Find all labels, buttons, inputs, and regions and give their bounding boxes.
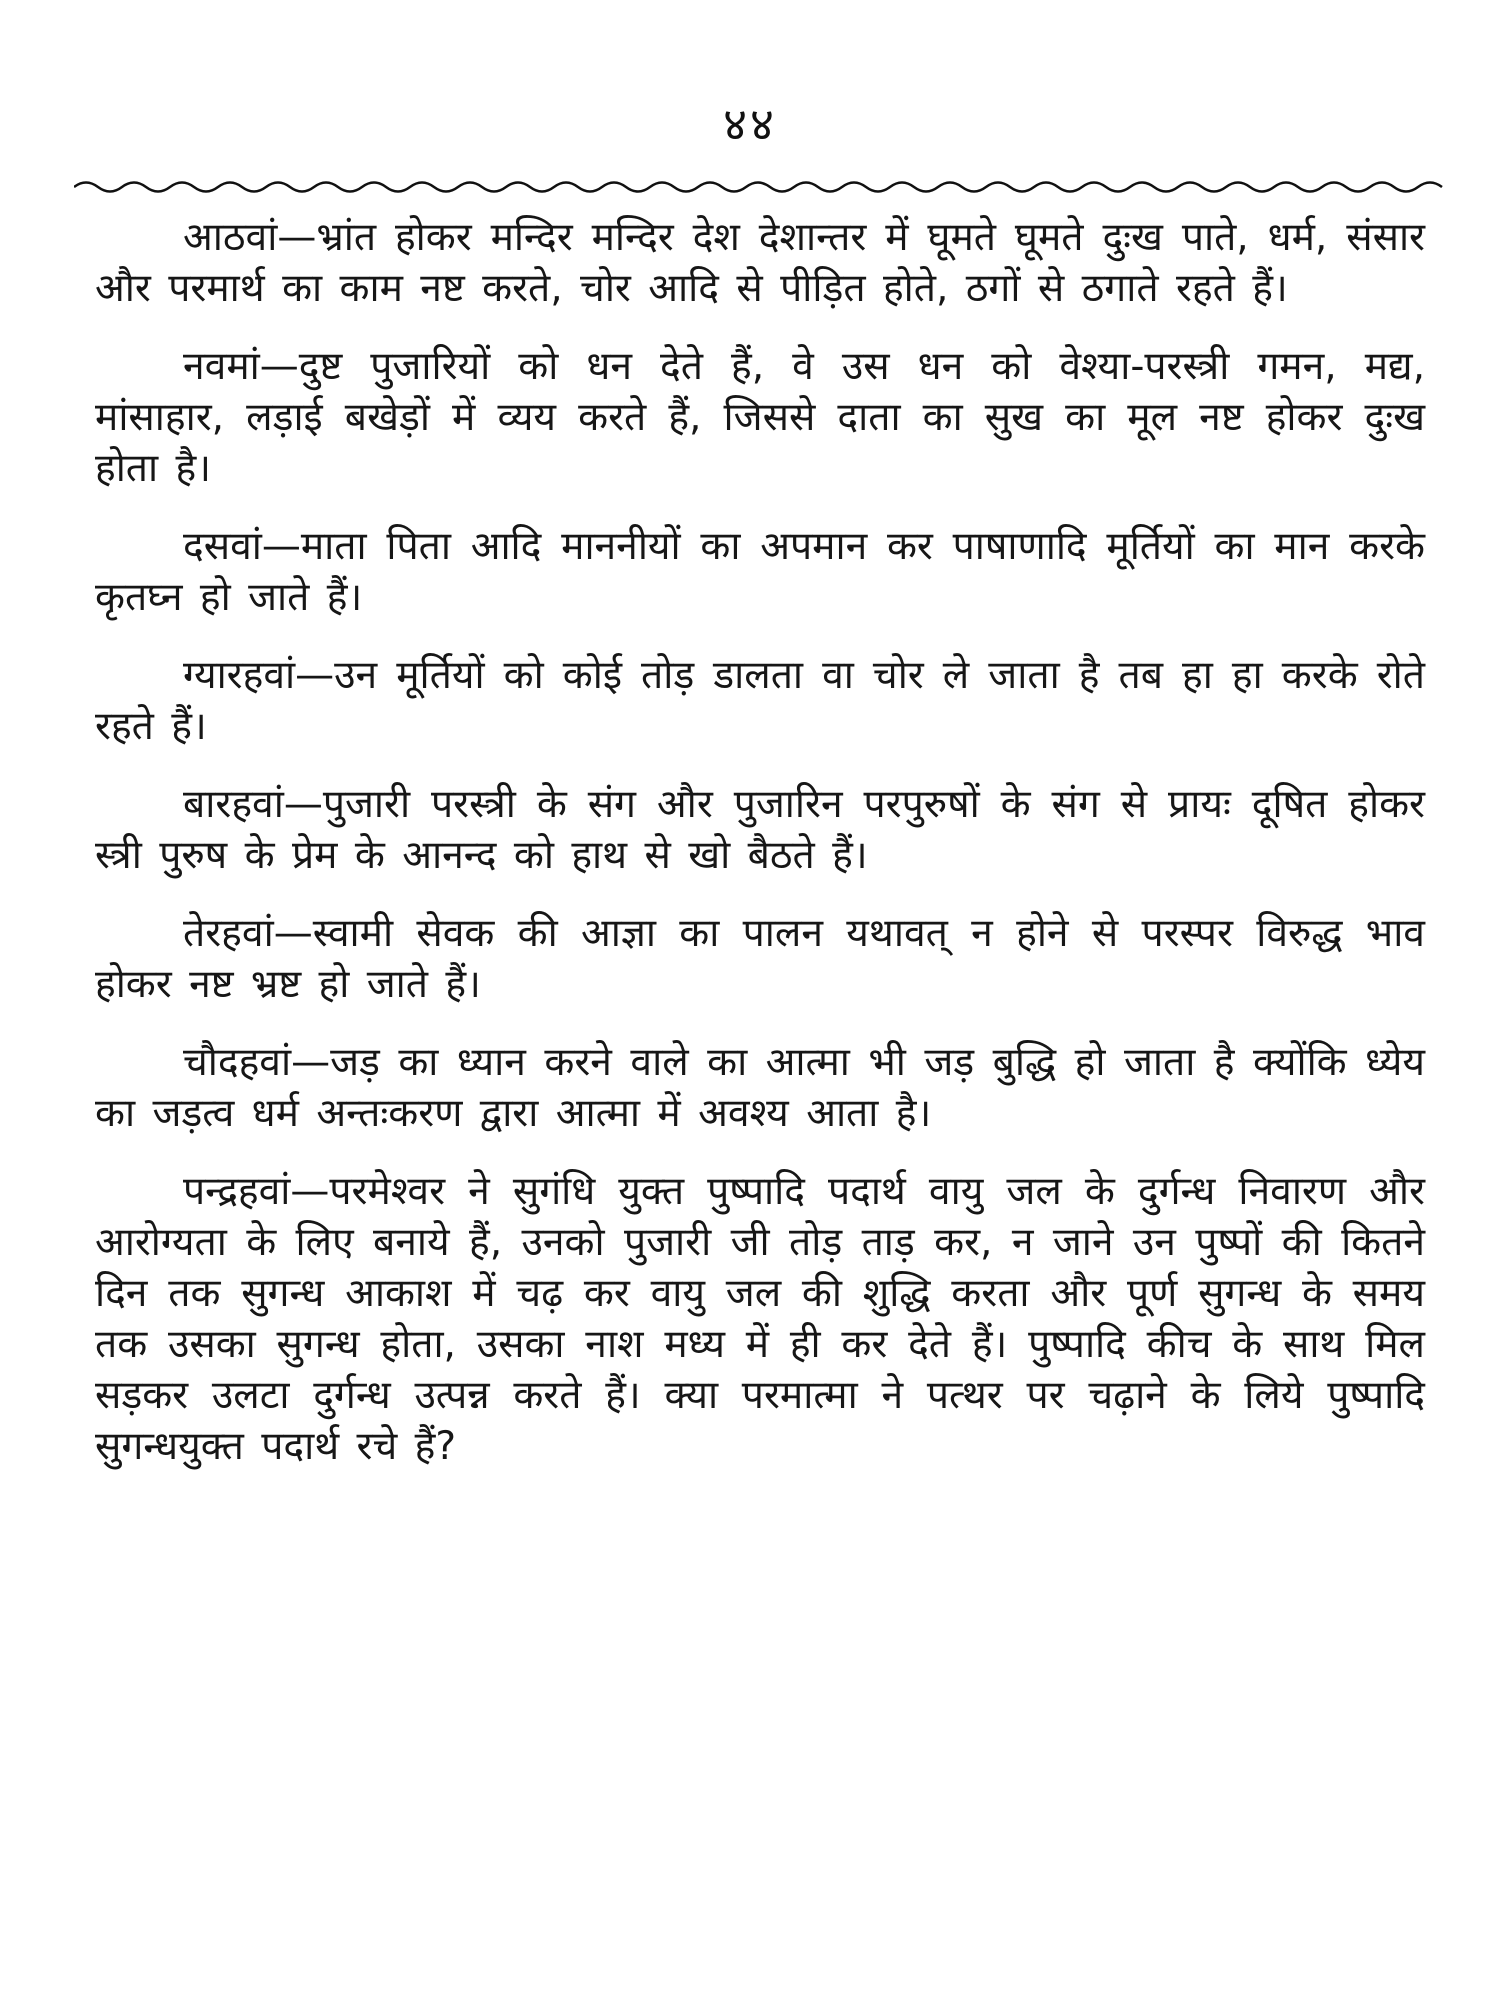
paragraph-heading: बारहवां <box>183 782 284 827</box>
paragraph-body: —माता पिता आदि माननीयों का अपमान कर पाषाणादि मूर्तियों का मान करके कृतघ्न हो जाते हैं। <box>95 524 1425 620</box>
paragraph-heading: आठवां <box>183 215 278 260</box>
paragraph-ninth <box>95 341 1425 494</box>
paragraph-body: —दुष्ट पुजारियों को धन देते हैं, वे उस धन को वेश्या-परस्त्री गमन, मद्य, मांसाहार, लड़ाई बखेड़ों में व्यय करते हैं, जिससे दाता का सुख का मूल नष्ट होकर दुःख होता है। <box>95 344 1425 491</box>
paragraph-heading: चौदहवां <box>183 1040 292 1085</box>
paragraph-heading: दसवां <box>183 524 262 569</box>
paragraph-thirteenth <box>95 908 1425 1010</box>
paragraph-body: —भ्रांत होकर मन्दिर मन्दिर देश देशान्तर में घूमते घूमते दुःख पाते, धर्म, संसार और परमार्थ का काम नष्ट करते, चोर आदि से पीड़ित होते, ठगों से ठगाते रहते हैं। <box>95 215 1425 311</box>
paragraph-body: —परमेश्वर ने सुगंधि युक्त पुष्पादि पदार्थ वायु जल के दुर्गन्ध निवारण और आरोग्यता के लिए बनाये हैं, उनको पुजारी जी तोड़ ताड़ कर, न जाने उन पुष्पों की कितने दिन तक सुगन्ध आकाश में चढ़ कर वायु जल की शुद्धि करता और पूर्ण सुगन्ध के समय तक उसका सुगन्ध होता, उसका नाश मध्य में ही कर देते हैं। पुष्पादि कीच के साथ मिल सड़कर उलटा दुर्गन्ध उत्पन्न करते हैं। क्या परमात्मा ने पत्थर पर चढ़ाने के लिये पुष्पादि सुगन्धयुक्त पदार्थ रचे हैं? <box>95 1169 1425 1469</box>
paragraph-tenth <box>95 521 1425 623</box>
paragraph-body: —उन मूर्तियों को कोई तोड़ डालता वा चोर ले जाता है तब हा हा करके रोते रहते हैं। <box>95 653 1425 749</box>
body-text <box>95 212 1425 1472</box>
paragraph-body: —जड़ का ध्यान करने वाले का आत्मा भी जड़ बुद्धि हो जाता है क्योंकि ध्येय का जड़त्व धर्म अन्तःकरण द्वारा आत्मा में अवश्य आता है। <box>95 1040 1425 1136</box>
paragraph-twelfth <box>95 779 1425 881</box>
wavy-divider <box>74 176 1446 198</box>
paragraph-heading: नवमां <box>183 344 260 389</box>
page-number: ४४ <box>723 97 777 151</box>
paragraph-heading: पन्द्रहवां <box>183 1169 291 1214</box>
wavy-divider-line <box>74 183 1442 192</box>
paragraph-body: —स्वामी सेवक की आज्ञा का पालन यथावत् न होने से परस्पर विरुद्ध भाव होकर नष्ट भ्रष्ट हो जाते हैं। <box>95 911 1425 1007</box>
paragraph-eleventh <box>95 650 1425 752</box>
paragraph-fourteenth <box>95 1037 1425 1139</box>
paragraph-eighth <box>95 212 1425 314</box>
paragraph-heading: तेरहवां <box>183 911 274 956</box>
paragraph-body: —पुजारी परस्त्री के संग और पुजारिन परपुरुषों के संग से प्रायः दूषित होकर स्त्री पुरुष के प्रेम के आनन्द को हाथ से खो बैठते हैं। <box>95 782 1425 878</box>
paragraph-heading: ग्यारहवां <box>183 653 296 698</box>
paragraph-fifteenth <box>95 1166 1425 1472</box>
